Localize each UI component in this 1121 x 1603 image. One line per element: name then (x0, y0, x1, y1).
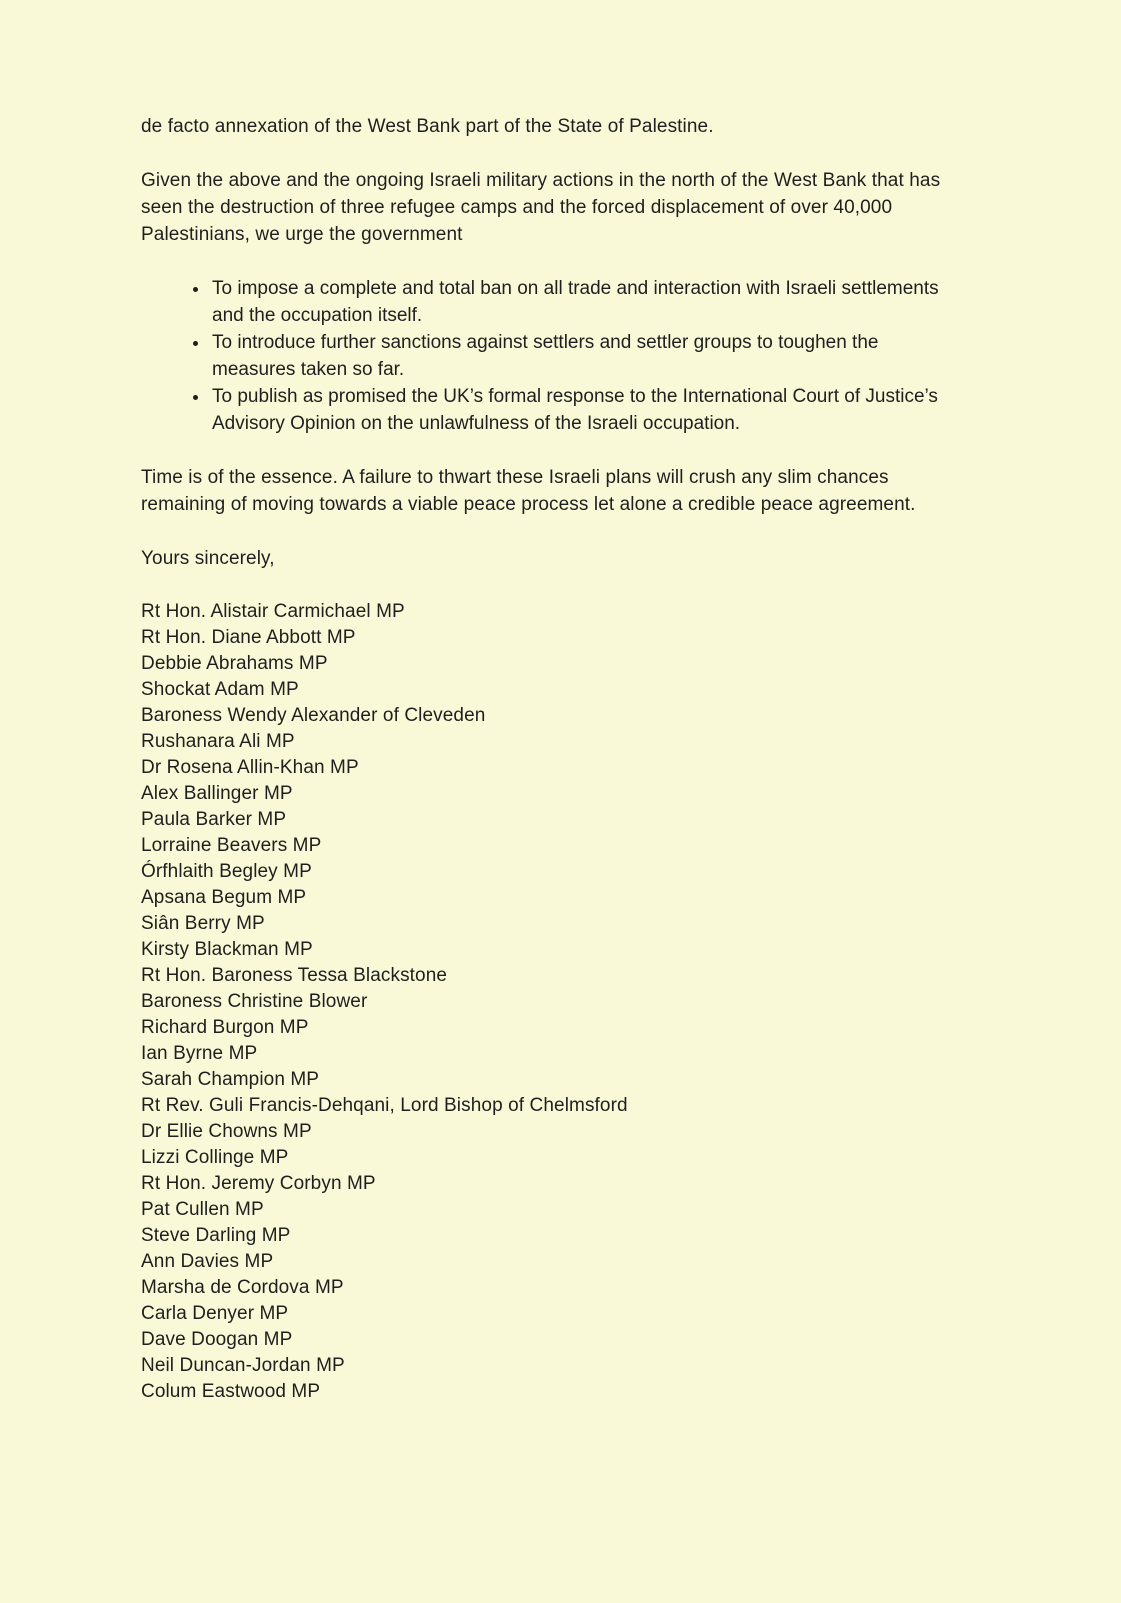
paragraph-urgency: Time is of the essence. A failure to thwart these Israeli plans will crush any slim chances remaining of moving towards a viable peace process let alone a credible peace agreement. (141, 467, 916, 515)
signatory-line: Colum Eastwood MP (141, 1381, 321, 1402)
signatory-line: Baroness Christine Blower (141, 991, 368, 1012)
signatory-line: Ann Davies MP (141, 1251, 274, 1272)
paragraph-context: Given the above and the ongoing Israeli military actions in the north of the West Bank that has seen the destruction of three refugee camps and the forced displacement of over 40,000 Palestinians, we urge the government (141, 170, 941, 245)
signatory-line: Órfhlaith Begley MP (141, 861, 312, 882)
signatory-line: Debbie Abrahams MP (141, 653, 328, 674)
paragraph-annexation-continuation: de facto annexation of the West Bank part of the State of Palestine. (141, 116, 714, 137)
demand-item: • To impose a complete and total ban on all trade and interaction with Israeli settlements and the occupation itself. (210, 275, 941, 329)
signatory-line: Marsha de Cordova MP (141, 1277, 344, 1298)
signatory-line: Dr Rosena Allin-Khan MP (141, 757, 359, 778)
signatory-line: Richard Burgon MP (141, 1017, 309, 1038)
demand-item: • To introduce further sanctions against settlers and settler groups to toughen the measures taken so far. (210, 329, 941, 383)
signatory-line: Siân Berry MP (141, 913, 265, 934)
signatory-line: Apsana Begum MP (141, 887, 307, 908)
signatory-line: Baroness Wendy Alexander of Cleveden (141, 705, 486, 726)
signatory-line: Shockat Adam MP (141, 679, 299, 700)
signatory-line: Ian Byrne MP (141, 1043, 258, 1064)
signatory-line: Rt Hon. Alistair Carmichael MP (141, 601, 405, 622)
demands-bullet-list (141, 275, 941, 437)
signatory-line: Lizzi Collinge MP (141, 1147, 289, 1168)
signatory-line: Steve Darling MP (141, 1225, 291, 1246)
signatory-line: Rt Hon. Jeremy Corbyn MP (141, 1173, 376, 1194)
signatory-line: Neil Duncan-Jordan MP (141, 1355, 345, 1376)
signatory-line: Dave Doogan MP (141, 1329, 293, 1350)
signatory-line: Rt Hon. Diane Abbott MP (141, 627, 356, 648)
signatory-line: Dr Ellie Chowns MP (141, 1121, 312, 1142)
signatory-line: Lorraine Beavers MP (141, 835, 322, 856)
signatory-line: Alex Ballinger MP (141, 783, 293, 804)
signatory-line: Sarah Champion MP (141, 1069, 320, 1090)
signatory-line: Paula Barker MP (141, 809, 287, 830)
signatory-line: Rt Rev. Guli Francis-Dehqani, Lord Bishop of Chelmsford (141, 1095, 628, 1116)
signatory-line: Rushanara Ali MP (141, 731, 295, 752)
signatory-line: Pat Cullen MP (141, 1199, 264, 1220)
signatory-line: Kirsty Blackman MP (141, 939, 313, 960)
signatory-line: Rt Hon. Baroness Tessa Blackstone (141, 965, 448, 986)
letter-body (141, 113, 941, 1405)
demand-item: • To publish as promised the UK’s formal response to the International Court of Justice’s Advisory Opinion on the unlawfulness of the Israeli occupation. (210, 383, 941, 437)
signatory-line: Carla Denyer MP (141, 1303, 289, 1324)
closing-salutation: Yours sincerely, (141, 548, 275, 569)
signatories-list (141, 599, 941, 1405)
